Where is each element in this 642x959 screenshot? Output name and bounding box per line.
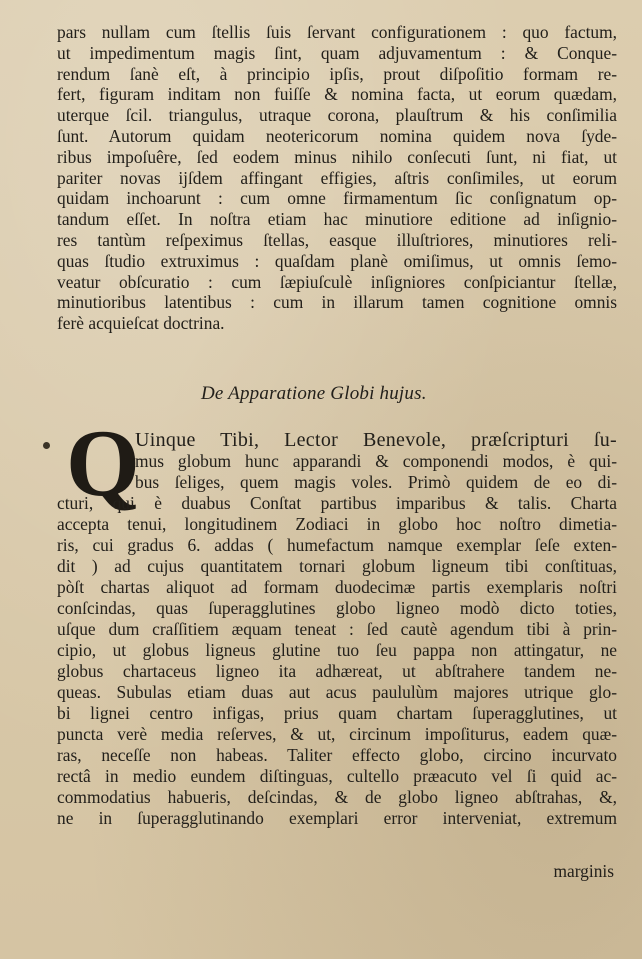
text-line: puncta verè media reſerves, & ut, circinum impoſiturus, eadem quæ- bbox=[57, 724, 617, 744]
text-line: ſunt. Autorum quidam neotericorum nomina quidem nova ſyde- bbox=[57, 125, 617, 146]
section-heading: De Apparatione Globi hujus. bbox=[201, 383, 427, 404]
text-line: tandum eſſet. In noſtra etiam hac minutiore editione ad inſignio- bbox=[57, 209, 617, 230]
text-line: accepta tenui, longitudinem Zodiaci in globo hoc noſtro dimetia- bbox=[57, 514, 617, 534]
text-line: mus globum hunc apparandi & componendi modos, è qui- bbox=[135, 451, 617, 471]
text-line: res tantùm reſpeximus ſtellas, easque illuſtriores, minutiores reli- bbox=[57, 229, 617, 250]
text-line: veatur obſcuratio : cum ſæpiuſculè inſigniores conſpiciantur ſtellæ, bbox=[57, 271, 617, 292]
text-line: uterque ſcil. triangulus, utraque corona, plauſtrum & his conſimilia bbox=[57, 105, 617, 126]
text-line: quas ſtudio extruximus : quaſdam planè omiſimus, ut omnis ſemo- bbox=[57, 250, 617, 271]
text-line: ut impedimentum magis ſint, quam adjuvamentum : & Conque- bbox=[57, 42, 617, 63]
text-line: minutioribus latentibus : cum in illarum tamen cognitione omnis bbox=[57, 292, 617, 313]
text-line: ras, neceſſe non habeas. Taliter effecto globo, circino incurvato bbox=[57, 745, 617, 765]
text-line: pariter novas ijſdem affingant effigies, aſtris conſimiles, ut eorum bbox=[57, 167, 617, 188]
text-line: commodatius habueris, deſcindas, & de globo ligneo abſtrahas, &, bbox=[57, 787, 617, 807]
text-line: bi lignei centro infigas, prius quam chartam ſuperagglutines, ut bbox=[57, 703, 617, 723]
text-line: fert, figuram inditam non fuiſſe & nomina facta, ut eorum quædam, bbox=[57, 84, 617, 105]
text-line: ferè acquieſcat doctrina. bbox=[57, 313, 225, 334]
text-line: conſcindas, quas ſuperagglutines globo ligneo modò dicto toties, bbox=[57, 598, 617, 618]
text-line: cipio, ut globus ligneus glutine tuo ſeu pappa non attingatur, ne bbox=[57, 640, 617, 660]
paragraph-1 bbox=[57, 22, 617, 334]
text-line: rendum ſanè eſt, à principio ipſis, prout diſpoſitio formam re- bbox=[57, 63, 617, 84]
ink-dot-mark bbox=[43, 442, 50, 449]
catchword: marginis bbox=[553, 861, 614, 881]
text-line: cturi, qui è duabus Conſtat partibus imparibus & talis. Charta bbox=[57, 493, 617, 513]
text-line: quidam inchoarunt : cum omne firmamentum ſic conſignatum op- bbox=[57, 188, 617, 209]
text-line: Uinque Tibi, Lector Benevole, præſcripturi ſu- bbox=[135, 429, 617, 451]
drop-cap: Q bbox=[66, 410, 140, 516]
paragraph-2 bbox=[57, 430, 617, 829]
text-line: ne in ſuperagglutinando exemplari error interveniat, extremum bbox=[57, 808, 617, 828]
text-line: queas. Subulas etiam duas aut acus paululùm majores utrique glo- bbox=[57, 682, 617, 702]
text-line: ribus impoſuêre, ſed eodem minus nihilo conſecuti ſunt, ni fiat, ut bbox=[57, 146, 617, 167]
text-line: dit ) ad cujus quantitatem tornari globum ligneum tibi conſtituas, bbox=[57, 556, 617, 576]
text-line: pars nullam cum ſtellis ſuis ſervant configurationem : quo factum, bbox=[57, 22, 617, 42]
text-line: globus chartaceus ligneo ita adhæreat, ut abſtrahere tandem ne- bbox=[57, 661, 617, 681]
text-line: ris, cui gradus 6. addas ( humefactum namque exemplar ſeſe exten- bbox=[57, 535, 617, 555]
text-line: pòſt chartas aliquot ad formam duodecimæ partis exemplaris noſtri bbox=[57, 577, 617, 597]
text-line: uſque dum craſſitiem æquam teneat : ſed cautè agendum tibi à prin- bbox=[57, 619, 617, 639]
text-line: bus ſeliges, quem magis voles. Primò quidem de eo di- bbox=[135, 472, 617, 492]
text-line: rectâ in medio eundem diſtinguas, cultello præacuto vel ſi quid ac- bbox=[57, 766, 617, 786]
